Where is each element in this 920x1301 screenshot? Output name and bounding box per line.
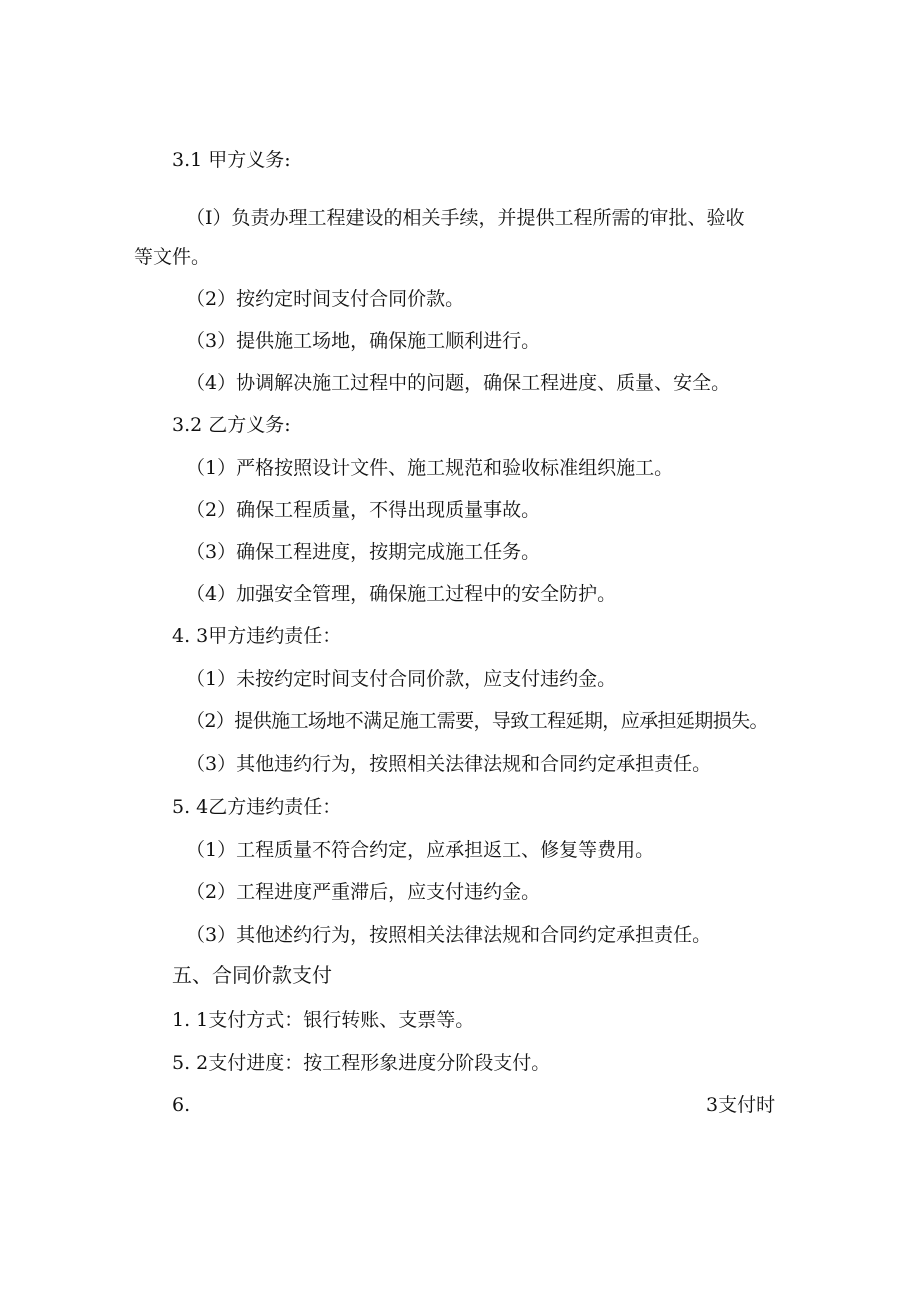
clause-5-4-title: 5. 4乙方违约责任： (172, 796, 342, 818)
payment-time-number: 6. (172, 1094, 191, 1116)
clause-4-3-item-1: （1）未按约定时间支付合同价款，应支付违约金。 (186, 668, 617, 690)
clause-3-2-title: 3.2 乙方义务: (172, 414, 291, 436)
clause-3-1-title: 3.1 甲方义务: (172, 149, 291, 171)
clause-3-2-item-2: （2）确保工程质量，不得出现质量事故。 (186, 499, 541, 521)
clause-4-3-item-3: （3）其他违约行为，按照相关法律法规和合同约定承担责任。 (186, 753, 712, 775)
clause-5-4-item-3: （3）其他述约行为，按照相关法律法规和合同约定承担责任。 (186, 924, 712, 946)
clause-5-4-item-2: （2）工程进度严重滞后，应支付违约金。 (186, 881, 541, 903)
clause-3-2-item-3: （3）确保工程进度，按期完成施工任务。 (186, 541, 541, 563)
clause-3-1-item-3: （3）提供施工场地，确保施工顺利进行。 (186, 330, 541, 352)
clause-4-3-item-2: （2）提供施工场地不满足施工需要，导致工程延期，应承担延期损失。 (186, 710, 768, 732)
clause-3-1-item-2: （2）按约定时间支付合同价款。 (186, 288, 465, 310)
clause-3-1-item-4: （4）协调解决施工过程中的问题，确保工程进度、质量、安全。 (186, 372, 731, 394)
payment-method: 1. 1支付方式：银行转账、支票等。 (172, 1009, 475, 1031)
payment-time-label: 3支付时 (706, 1094, 776, 1116)
section-5-heading: 五、合同价款支付 (172, 963, 332, 987)
clause-5-4-item-1: （1）工程质量不符合约定，应承担返工、修复等费用。 (186, 839, 655, 861)
payment-schedule: 5. 2支付进度：按工程形象进度分阶段支付。 (172, 1052, 551, 1074)
clause-3-2-item-1: （1）严格按照设计文件、施工规范和验收标准组织施工。 (186, 457, 674, 479)
clause-4-3-title: 4. 3甲方违约责任： (172, 625, 342, 647)
clause-3-2-item-4: （4）加强安全管理，确保施工过程中的安全防护。 (186, 583, 617, 605)
clause-3-1-item-1-continued: 等文件。 (134, 246, 211, 268)
clause-3-1-item-1: （I）负责办理工程建设的相关手续，并提供工程所需的审批、验收 (186, 207, 745, 229)
